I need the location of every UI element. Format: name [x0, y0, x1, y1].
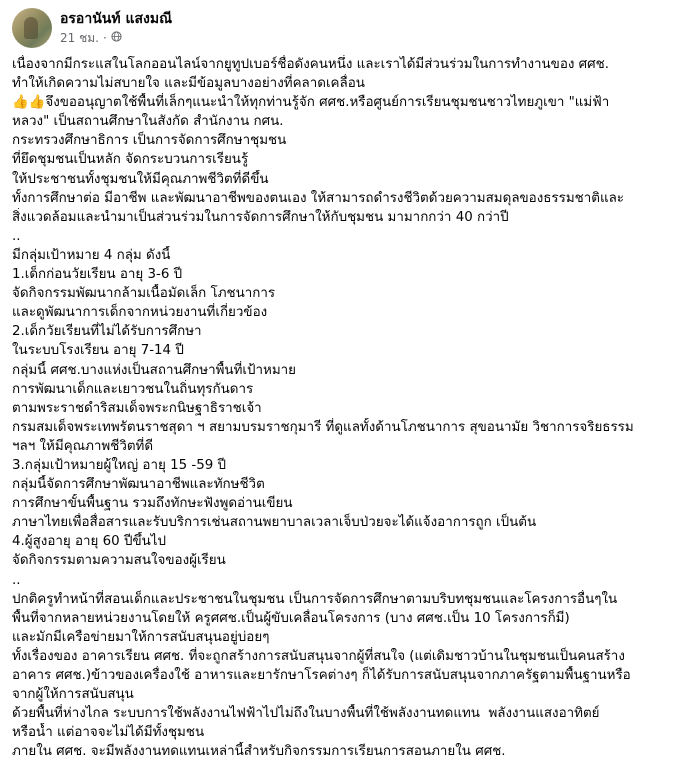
post-text-line: .. — [12, 572, 21, 588]
post-text-line: มีกลุ่มเป้าหมาย 4 กลุ่ม ดังนี้ — [12, 247, 171, 263]
post-text-line: ฯลฯ ให้มีคุณภาพชีวิตที่ดี — [12, 438, 154, 454]
post-text-line: ภาษาไทยเพื่อสื่อสารและรับบริการเช่นสถานพยาบาลเวลาเจ็บป่วยจะได้แจ้งอาการถูก เป็นต้น — [12, 515, 537, 531]
post-text-line: หรือน้ำ แต่อาจจะไม่ได้มีทั้งชุมชน — [12, 725, 205, 741]
post-text-line: เนื่องจากมีกระแสในโลกออนไลน์จากยูทูปเบอร์ชื่อดังคนหนึ่ง และเราได้มีส่วนร่วมในการทำงานของ ศศช. — [12, 57, 610, 72]
post-text-line: 1.เด็กก่อนวัยเรียน อายุ 3-6 ปี — [12, 267, 183, 283]
post-text-line: พื้นที่จากหลายหน่วยงานโดยให้ ครูศศช.เป็นผู้ขับเคลื่อนโครงการ (บาง ศศช.เป็น 10 โครงการก็มี) — [12, 610, 570, 626]
post-text-line: ปกติครูทำหน้าที่สอนเด็กและประชาชนในชุมชน เป็นการจัดการศึกษาตามบริบทชุมชนและโครงการอื่นๆใน — [12, 591, 618, 607]
post-text-line: อาคาร ศศช.)ข้าวของเครื่องใช้ อาหารและยารักษาโรคต่างๆ ก็ได้รับการสนับสนุนจากภาครัฐตามพื้นฐานหรือ — [12, 668, 631, 683]
post-text-line: 4.ผู้สูงอายุ อายุ 60 ปีขึ้นไป — [12, 534, 166, 550]
post-text-line: หลวง" เป็นสถานศึกษาในสังกัด สำนักงาน กศน. — [12, 114, 284, 130]
author-name[interactable]: อรอานันท์ แสงมณี — [60, 11, 173, 27]
post-text-line: จัดกิจกรรมพัฒนากล้ามเนื้อมัดเล็ก โภชนาการ — [12, 286, 276, 302]
post-text-line: กลุ่มนี้จัดการศึกษาพัฒนาอาชีพและทักษชีวิต — [12, 477, 265, 493]
post-text-line: ที่ยึดชุมชนเป็นหลัก จัดกระบวนการเรียนรู้ — [12, 152, 249, 168]
post-text-line: ให้ประชาชนทั้งชุมชนให้มีคุณภาพชีวิตที่ดีขึ้น — [12, 171, 269, 187]
post-text-line: กระทรวงศึกษาธิการ เป็นการจัดการศึกษาชุมชน — [12, 133, 287, 149]
post-text-line: .. — [12, 228, 21, 244]
post-text-line: จากผู้ให้การสนับสนุน — [12, 687, 134, 703]
post-timestamp[interactable]: 21 ชม. — [60, 31, 99, 45]
avatar[interactable] — [12, 8, 52, 48]
post-subline — [60, 30, 172, 46]
post-text-line: ตามพระราชดำริสมเด็จพระกนิษฐาธิราชเจ้า — [12, 400, 262, 416]
post-text-line: ในระบบโรงเรียน อายุ 7-14 ปี — [12, 343, 184, 359]
post-header — [12, 6, 172, 50]
post-text-line: ด้วยพื้นที่ห่างไกล ระบบการใช้พลังงานไฟฟ้าไปไม่ถึงในบางพื้นที่ใช้พลังงานทดแทน พลังงานแสงอาทิตย์ — [12, 706, 600, 722]
post-text-line: 👍👍จึงขออนุญาตใช้พื้นที่เล็กๆแนะนำให้ทุกท่านรู้จัก ศศช.หรือศูนย์การเรียนชุมชนชาวไทยภูเขา "แม่ฟ้า — [12, 95, 610, 111]
post-text-line: การพัฒนาเด็กและเยาวชนในถิ่นทุรกันดาร — [12, 381, 254, 397]
post-text-line: ภายใน ศศช. จะมีพลังงานทดแทนเหล่านี้สำหรับกิจกรรมการเรียนการสอนภายใน ศศช. — [12, 744, 506, 760]
post-meta — [60, 10, 172, 46]
post-text-line: สิ่งแวดล้อมและนำมาเป็นส่วนร่วมในการจัดการศึกษาให้กับชุมชน มามากกว่า 40 กว่าปี — [12, 209, 509, 225]
post-text-line: ทั้งการศึกษาต่อ มีอาชีพ และพัฒนาอาชีพของตนเอง ให้สามารถดำรงชีวิตด้วยความสมดุลของธรรมชาติและ — [12, 190, 624, 206]
globe-icon — [111, 30, 122, 46]
separator-dot: · — [102, 31, 107, 45]
post-text-line: 2.เด็กวัยเรียนที่ไม่ได้รับการศึกษา — [12, 324, 202, 340]
post-text-line: ทำให้เกิดความไม่สบายใจ และมีข้อมูลบางอย่างที่คลาดเคลื่อน — [12, 76, 365, 92]
post-text-line: การศึกษาขั้นพื้นฐาน รวมถึงทักษะฟังพูดอ่านเขียน — [12, 496, 293, 512]
post-text-line: กลุ่มนี้ ศศช.บางแห่งเป็นสถานศึกษาพื้นที่เป้าหมาย — [12, 362, 297, 378]
post-body — [12, 55, 667, 761]
post-text-line: 3.กลุ่มเป้าหมายผู้ใหญ่ อายุ 15 -59 ปี — [12, 457, 226, 473]
post-text-line: ทั้งเรื่องของ อาคารเรียน ศศช. ที่จะถูกสร้างการสนับสนุนจากผู้ที่สนใจ (แต่เดิมชาวบ้านในชุมชนเป็นคนสร้าง — [12, 648, 625, 664]
post-text-line: กรมสมเด็จพระเทพรัตนราชสุดา ฯ สยามบรมราชกุมารี ที่ดูแลทั้งด้านโภชนาการ สุขอนามัย วิชาการจริยธรรม — [12, 419, 634, 435]
post-text-line: และดูพัฒนาการเด็กจากหน่วยงานที่เกี่ยวข้อง — [12, 305, 268, 321]
post-text-line: จัดกิจกรรมตามความสนใจของผู้เรียน — [12, 553, 226, 569]
post-text-line: และมักมีเครือข่ายมาให้การสนับสนุนอยู่บ่อยๆ — [12, 629, 270, 645]
